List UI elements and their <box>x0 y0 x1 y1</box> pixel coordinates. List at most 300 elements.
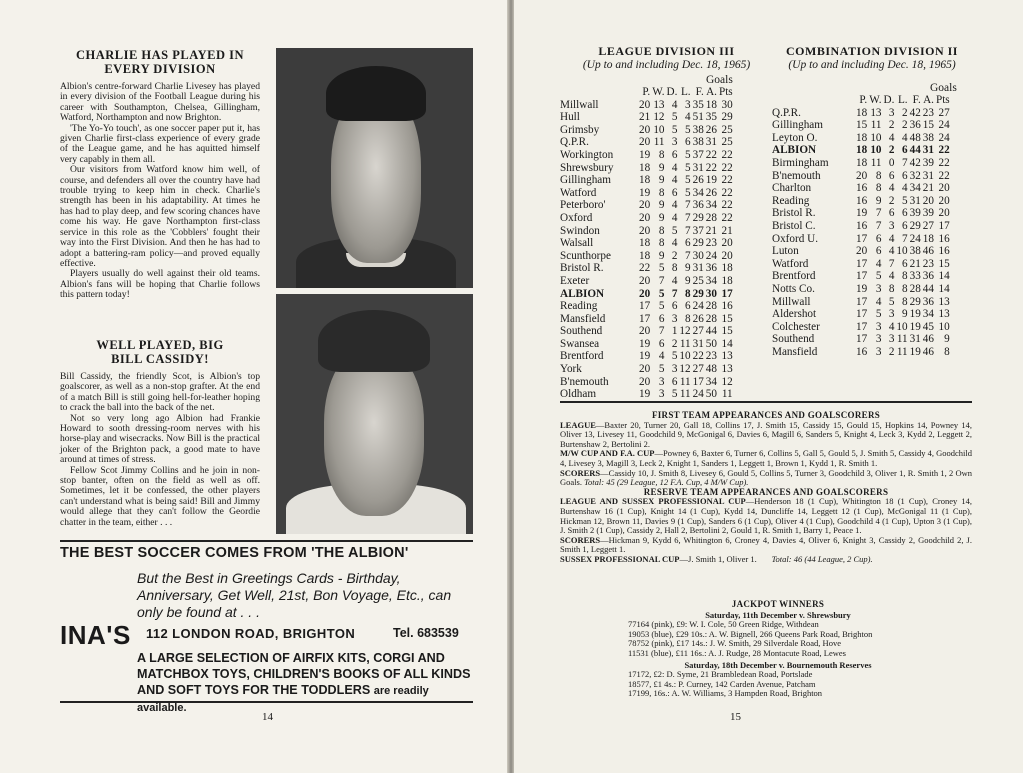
jackpot-date: Saturday, 11th December v. Shrewsbury <box>705 609 851 620</box>
shop-telephone: Tel. 683539 <box>393 626 459 640</box>
reserve-scorers-label: SCORERS <box>560 534 601 545</box>
stat-cell: 3 <box>888 219 895 232</box>
stat-cell: 27 <box>692 363 704 376</box>
stat-cell: 36 <box>692 199 704 212</box>
team-name: Southend <box>772 333 815 346</box>
stat-cell: 8 <box>944 345 950 358</box>
stat-cell: 22 <box>721 148 733 161</box>
stat-cell: 23 <box>705 350 717 363</box>
table-row <box>560 162 733 175</box>
stat-cell: 16 <box>938 245 950 258</box>
stat-cell: 2 <box>888 345 895 358</box>
stat-cell: 20 <box>639 123 651 136</box>
table-row <box>772 195 950 208</box>
page-number: 14 <box>262 711 273 723</box>
table-row <box>772 283 950 296</box>
stat-cell: 13 <box>938 308 950 321</box>
table-row <box>560 99 733 112</box>
advert-tagline: But the Best in Greetings Cards - Birthday, Anniversary, Get Well, 21st, Bon Voyage, Etc., can only be found at . . . <box>137 570 452 620</box>
stat-cell: 4 <box>671 98 678 111</box>
stat-cell: 2 <box>671 337 678 350</box>
stat-cell: 11 <box>679 337 691 350</box>
article-paragraph: Not so very long ago Albion had Frankie Howard to sooth dressing-room nerves with his horse-play and wisecracks. Now Bill is the practical joker of the Brighton pack, a good mate to have around at times of stress. <box>60 412 260 466</box>
stat-cell: 4 <box>902 131 908 144</box>
stat-cell: 2 <box>902 106 908 119</box>
stat-cell: 12 <box>679 363 691 376</box>
stat-cell: 8 <box>875 182 882 195</box>
stat-cell: 20 <box>639 274 651 287</box>
stat-cell: 15 <box>721 325 733 338</box>
stat-cell: 38 <box>922 131 934 144</box>
stat-cell: 8 <box>658 148 665 161</box>
shop-address: 112 LONDON ROAD, BRIGHTON <box>146 626 356 641</box>
table-row <box>772 207 950 220</box>
stat-cell: 34 <box>705 199 717 212</box>
stat-cell: 4 <box>658 350 665 363</box>
stat-cell: 9 <box>658 174 665 187</box>
table-row <box>560 174 733 187</box>
article-paragraph: Players usually do well against their old teams. Albion's fans will be hoping that Charlie follows this pattern today! <box>60 268 260 301</box>
team-name: Watford <box>560 186 597 199</box>
column-header: Pts <box>718 86 733 98</box>
stat-cell: 16 <box>721 300 733 313</box>
stat-cell: 46 <box>922 345 934 358</box>
table-row <box>560 350 733 363</box>
stat-cell: 12 <box>679 325 691 338</box>
stat-cell: 4 <box>671 274 678 287</box>
stat-cell: 24 <box>938 119 950 132</box>
article-cassidy <box>60 338 260 528</box>
team-name: Bristol R. <box>560 262 604 275</box>
stat-cell: 42 <box>909 156 921 169</box>
stat-cell: 8 <box>658 186 665 199</box>
stat-cell: 6 <box>888 207 895 220</box>
stat-cell: 17 <box>856 308 868 321</box>
stat-cell: 5 <box>902 194 908 207</box>
table-row <box>560 388 733 401</box>
stat-cell: 23 <box>922 257 934 270</box>
stat-cell: 28 <box>909 282 921 295</box>
stat-cell: 5 <box>685 148 691 161</box>
stat-cell: 27 <box>922 219 934 232</box>
stat-cell: 50 <box>705 337 717 350</box>
team-name: Millwall <box>560 98 599 111</box>
stat-cell: 28 <box>705 312 717 325</box>
stat-cell: 16 <box>856 345 868 358</box>
stat-cell: 24 <box>692 300 704 313</box>
team-name: Millwall <box>772 295 811 308</box>
table-row <box>560 124 733 137</box>
stat-cell: 17 <box>856 320 868 333</box>
stat-cell: 30 <box>705 287 717 300</box>
league-table <box>560 86 733 401</box>
stat-cell: 22 <box>639 262 651 275</box>
stat-cell: 22 <box>705 148 717 161</box>
stat-cell: 29 <box>909 219 921 232</box>
stat-cell: 36 <box>909 119 921 132</box>
stat-cell: 8 <box>685 312 691 325</box>
team-name: Scunthorpe <box>560 249 611 262</box>
stat-cell: 44 <box>909 144 921 157</box>
stat-cell: 9 <box>658 211 665 224</box>
stat-cell: 20 <box>639 363 651 376</box>
stat-cell: 22 <box>938 156 950 169</box>
stat-cell: 16 <box>856 194 868 207</box>
stat-cell: 18 <box>639 249 651 262</box>
table-row <box>772 333 950 346</box>
stat-cell: 6 <box>875 232 882 245</box>
team-name: Reading <box>560 300 598 313</box>
article-livesey <box>60 48 260 301</box>
stat-cell: 15 <box>721 312 733 325</box>
stat-cell: 29 <box>692 237 704 250</box>
jackpot-date: Saturday, 18th December v. Bournemouth Reserves <box>684 659 872 670</box>
reserve-total: Total: 46 (44 League, 2 Cup). <box>771 553 873 564</box>
table-row <box>560 237 733 250</box>
table-row <box>772 182 950 195</box>
column-header: F. <box>695 86 704 98</box>
table-row <box>560 250 733 263</box>
stat-cell: 22 <box>721 186 733 199</box>
stat-cell: 11 <box>679 388 691 401</box>
stat-cell: 3 <box>875 320 882 333</box>
goals-label: Goals <box>706 74 733 86</box>
table-row <box>772 132 950 145</box>
stat-cell: 18 <box>856 106 868 119</box>
stat-cell: 6 <box>888 169 895 182</box>
stat-cell: 20 <box>639 375 651 388</box>
stat-cell: 16 <box>856 219 868 232</box>
stat-cell: 18 <box>721 262 733 275</box>
stat-cell: 3 <box>875 282 882 295</box>
team-name: Walsall <box>560 237 594 250</box>
table-row <box>560 212 733 225</box>
stat-cell: 11 <box>653 136 665 149</box>
combination-table <box>772 94 950 358</box>
shop-name: INA'S <box>60 620 131 650</box>
table-row <box>772 220 950 233</box>
stat-cell: 20 <box>639 325 651 338</box>
stat-cell: 10 <box>679 350 691 363</box>
jackpot-winner: 19053 (blue), £29 10s.: A. W. Bignell, 266 Queens Park Road, Brighton <box>628 628 873 639</box>
stat-cell: 38 <box>692 123 704 136</box>
stat-cell: 36 <box>922 295 934 308</box>
stat-cell: 23 <box>705 237 717 250</box>
stat-cell: 19 <box>909 320 921 333</box>
stat-cell: 6 <box>658 337 665 350</box>
table-row <box>772 258 950 271</box>
team-name: Aldershot <box>772 308 817 321</box>
stat-cell: 6 <box>902 207 908 220</box>
stat-cell: 28 <box>705 300 717 313</box>
stat-cell: 4 <box>888 320 895 333</box>
stat-cell: 8 <box>875 169 882 182</box>
tables-rule <box>560 401 972 403</box>
team-name: Workington <box>560 148 614 161</box>
stat-cell: 25 <box>692 274 704 287</box>
stat-cell: 32 <box>909 169 921 182</box>
stat-cell: 7 <box>658 274 665 287</box>
stat-cell: 17 <box>721 287 733 300</box>
first-team-cup-label: M/W CUP AND F.A. CUP <box>560 448 655 459</box>
team-name: Swansea <box>560 337 600 350</box>
stat-cell: 7 <box>875 207 882 220</box>
stat-cell: 21 <box>639 111 651 124</box>
team-name: Brentford <box>772 270 816 283</box>
stat-cell: 35 <box>692 98 704 111</box>
stat-cell: 15 <box>938 257 950 270</box>
table-row <box>772 107 950 120</box>
stat-cell: 24 <box>909 232 921 245</box>
stat-cell: 5 <box>658 363 665 376</box>
stat-cell: 6 <box>902 144 908 157</box>
stat-cell: 7 <box>658 325 665 338</box>
stat-cell: 20 <box>938 207 950 220</box>
stat-cell: 13 <box>721 363 733 376</box>
first-team-scorers-text: —Cassidy 10, J. Smith 8, Livesey 6, Gould 5, Collins 5, Turner 3, Goodchild 3, Oliver 1, R. Smith 1, 2 Own Goals. <box>560 467 972 488</box>
table-row <box>560 262 733 275</box>
stat-cell: 38 <box>692 136 704 149</box>
stat-cell: 23 <box>922 106 934 119</box>
stat-cell: 6 <box>902 257 908 270</box>
stat-cell: 7 <box>685 224 691 237</box>
column-header: F. <box>912 94 921 106</box>
stat-cell: 20 <box>639 136 651 149</box>
stat-cell: 0 <box>888 156 895 169</box>
stat-cell: 20 <box>856 169 868 182</box>
stat-cell: 3 <box>888 308 895 321</box>
table-row <box>560 199 733 212</box>
stat-cell: 44 <box>705 325 717 338</box>
stat-cell: 4 <box>685 111 691 124</box>
stat-cell: 6 <box>685 237 691 250</box>
stat-cell: 3 <box>875 333 882 346</box>
stat-cell: 5 <box>671 388 678 401</box>
stat-cell: 24 <box>692 388 704 401</box>
stat-cell: 37 <box>692 148 704 161</box>
stat-cell: 4 <box>671 161 678 174</box>
stat-cell: 5 <box>671 111 678 124</box>
stat-cell: 2 <box>888 144 895 157</box>
stat-cell: 5 <box>875 308 882 321</box>
stat-cell: 4 <box>888 131 895 144</box>
stat-cell: 4 <box>671 199 678 212</box>
table-row <box>772 170 950 183</box>
team-name: Gillingham <box>560 174 611 187</box>
stat-cell: 5 <box>888 295 895 308</box>
article-heading: WELL PLAYED, BIG BILL CASSIDY! <box>96 338 224 366</box>
article-paragraph: Albion's centre-forward Charlie Livesey has played in every division of the Football League during his career with Southampton, Chelsea, Gillingham, Watford, Northampton and now Brighton. <box>60 81 260 124</box>
stat-cell: 8 <box>888 282 895 295</box>
page-14 <box>0 0 508 773</box>
column-header: Pts <box>935 94 950 106</box>
stat-cell: 22 <box>721 211 733 224</box>
team-name: Hull <box>560 111 580 124</box>
stat-cell: 29 <box>692 211 704 224</box>
column-header: L. <box>897 94 908 106</box>
stat-cell: 29 <box>692 287 704 300</box>
stat-cell: 17 <box>856 333 868 346</box>
stat-cell: 3 <box>671 363 678 376</box>
stat-cell: 21 <box>721 224 733 237</box>
team-name: Notts Co. <box>772 282 815 295</box>
team-name: Bristol C. <box>772 219 816 232</box>
stat-cell: 31 <box>922 144 934 157</box>
stat-cell: 2 <box>902 119 908 132</box>
table-row <box>772 308 950 321</box>
stat-cell: 11 <box>721 388 733 401</box>
appearances-section <box>560 411 972 565</box>
stat-cell: 19 <box>705 174 717 187</box>
stat-cell: 19 <box>909 345 921 358</box>
jackpot-winner: 77164 (pink), £9: W. I. Cole, 50 Green Ridge, Withdean <box>628 619 819 630</box>
stat-cell: 51 <box>692 111 704 124</box>
jackpot-winner: 78752 (pink), £17 14s.: J. W. Smith, 29 Silverdale Road, Hove <box>628 638 841 649</box>
stat-cell: 31 <box>909 194 921 207</box>
article-heading: CHARLIE HAS PLAYED IN EVERY DIVISION <box>75 48 245 76</box>
stat-cell: 2 <box>888 119 895 132</box>
page-number: 15 <box>730 711 741 723</box>
league-division-iii <box>560 44 773 401</box>
stat-cell: 44 <box>922 282 934 295</box>
stat-cell: 46 <box>922 245 934 258</box>
table-row <box>772 245 950 258</box>
stat-cell: 5 <box>671 350 678 363</box>
jackpot-winner: 17172, £2: D. Syme, 21 Brambledean Road, Portslade <box>628 669 813 680</box>
stat-cell: 19 <box>639 337 651 350</box>
stat-cell: 26 <box>692 174 704 187</box>
team-name: Charlton <box>772 182 812 195</box>
jackpot-winners <box>628 600 928 699</box>
stat-cell: 6 <box>671 375 678 388</box>
reserve-league-label: LEAGUE AND SUSSEX PROFESSIONAL CUP <box>560 496 746 507</box>
first-team-league-label: LEAGUE <box>560 419 596 430</box>
stat-cell: 4 <box>671 211 678 224</box>
team-name: ALBION <box>560 287 605 300</box>
stat-cell: 7 <box>902 232 908 245</box>
stat-cell: 20 <box>639 199 651 212</box>
stat-cell: 22 <box>721 161 733 174</box>
team-name: B'nemouth <box>772 169 821 182</box>
stat-cell: 3 <box>671 136 678 149</box>
team-name: Peterboro' <box>560 199 606 212</box>
team-name: Mansfield <box>772 345 818 358</box>
team-name: Oldham <box>560 388 597 401</box>
stat-cell: 18 <box>639 174 651 187</box>
stat-cell: 21 <box>705 224 717 237</box>
stat-cell: 19 <box>909 308 921 321</box>
stat-cell: 7 <box>888 257 895 270</box>
team-name: Southend <box>560 325 603 338</box>
stat-cell: 8 <box>671 262 678 275</box>
stat-cell: 2 <box>888 194 895 207</box>
stat-cell: 48 <box>705 363 717 376</box>
stat-cell: 16 <box>856 182 868 195</box>
team-column-header <box>772 94 854 107</box>
table-row <box>560 325 733 338</box>
stat-cell: 31 <box>909 333 921 346</box>
combination-division-ii <box>772 44 972 358</box>
stat-cell: 3 <box>658 375 665 388</box>
table-row <box>560 376 733 389</box>
stat-cell: 6 <box>685 136 691 149</box>
stat-cell: 13 <box>653 98 665 111</box>
stat-cell: 5 <box>685 174 691 187</box>
stat-cell: 36 <box>922 270 934 283</box>
stat-cell: 17 <box>639 312 651 325</box>
stat-cell: 4 <box>902 182 908 195</box>
stat-cell: 18 <box>721 274 733 287</box>
stat-cell: 17 <box>692 375 704 388</box>
stat-cell: 28 <box>705 211 717 224</box>
stat-cell: 34 <box>692 186 704 199</box>
stat-cell: 31 <box>922 169 934 182</box>
stat-cell: 30 <box>721 98 733 111</box>
column-header: P. <box>642 86 651 98</box>
team-name: Q.P.R. <box>772 106 801 119</box>
table-row <box>560 288 733 301</box>
stat-cell: 3 <box>671 312 678 325</box>
stat-cell: 9 <box>685 262 691 275</box>
stat-cell: 7 <box>902 156 908 169</box>
table-row <box>560 300 733 313</box>
stat-cell: 42 <box>909 106 921 119</box>
stat-cell: 22 <box>692 350 704 363</box>
stat-cell: 18 <box>856 131 868 144</box>
stat-cell: 33 <box>909 270 921 283</box>
stat-cell: 13 <box>938 295 950 308</box>
player-photo-livesey <box>276 48 473 288</box>
stat-cell: 4 <box>671 237 678 250</box>
stat-cell: 27 <box>692 325 704 338</box>
stat-cell: 11 <box>896 345 908 358</box>
team-column-header <box>560 86 637 99</box>
stat-cell: 39 <box>909 207 921 220</box>
stat-cell: 20 <box>639 98 651 111</box>
team-name: Shrewsbury <box>560 161 614 174</box>
stat-cell: 24 <box>938 131 950 144</box>
jackpot-winner: 17199, 16s.: A. W. Williams, 3 Hampden Road, Brighton <box>628 688 823 699</box>
stat-cell: 39 <box>922 156 934 169</box>
stat-cell: 19 <box>639 350 651 363</box>
stat-cell: 3 <box>888 333 895 346</box>
stat-cell: 9 <box>875 194 882 207</box>
stat-cell: 21 <box>909 257 921 270</box>
stat-cell: 7 <box>685 249 691 262</box>
stat-cell: 34 <box>922 308 934 321</box>
stat-cell: 6 <box>685 300 691 313</box>
stat-cell: 3 <box>888 106 895 119</box>
stat-cell: 31 <box>692 161 704 174</box>
table-row <box>772 119 950 132</box>
stat-cell: 17 <box>938 219 950 232</box>
sussex-cup-text: —J. Smith 1, Oliver 1. <box>679 553 757 564</box>
stat-cell: 10 <box>896 320 908 333</box>
team-name: Oxford U. <box>772 232 818 245</box>
jackpot-winner: 11531 (blue), £11 16s.: A. J. Rudge, 28 Montacute Road, Lewes <box>628 647 846 658</box>
stat-cell: 31 <box>692 337 704 350</box>
stat-cell: 6 <box>902 169 908 182</box>
reserve-scorers-text: —Hickman 9, Kydd 6, Whitington 6, Croney 4, Davies 4, Oliver 6, Knight 3, Cassidy 2, Goodchild 2, J. Smith 1, Leggett 1. <box>560 534 972 555</box>
stat-cell: 8 <box>902 270 908 283</box>
stat-cell: 8 <box>658 237 665 250</box>
stat-cell: 5 <box>658 262 665 275</box>
team-name: Watford <box>772 257 809 270</box>
table-row <box>772 144 950 157</box>
stat-cell: 5 <box>875 270 882 283</box>
stat-cell: 2 <box>671 249 678 262</box>
stat-cell: 38 <box>909 245 921 258</box>
